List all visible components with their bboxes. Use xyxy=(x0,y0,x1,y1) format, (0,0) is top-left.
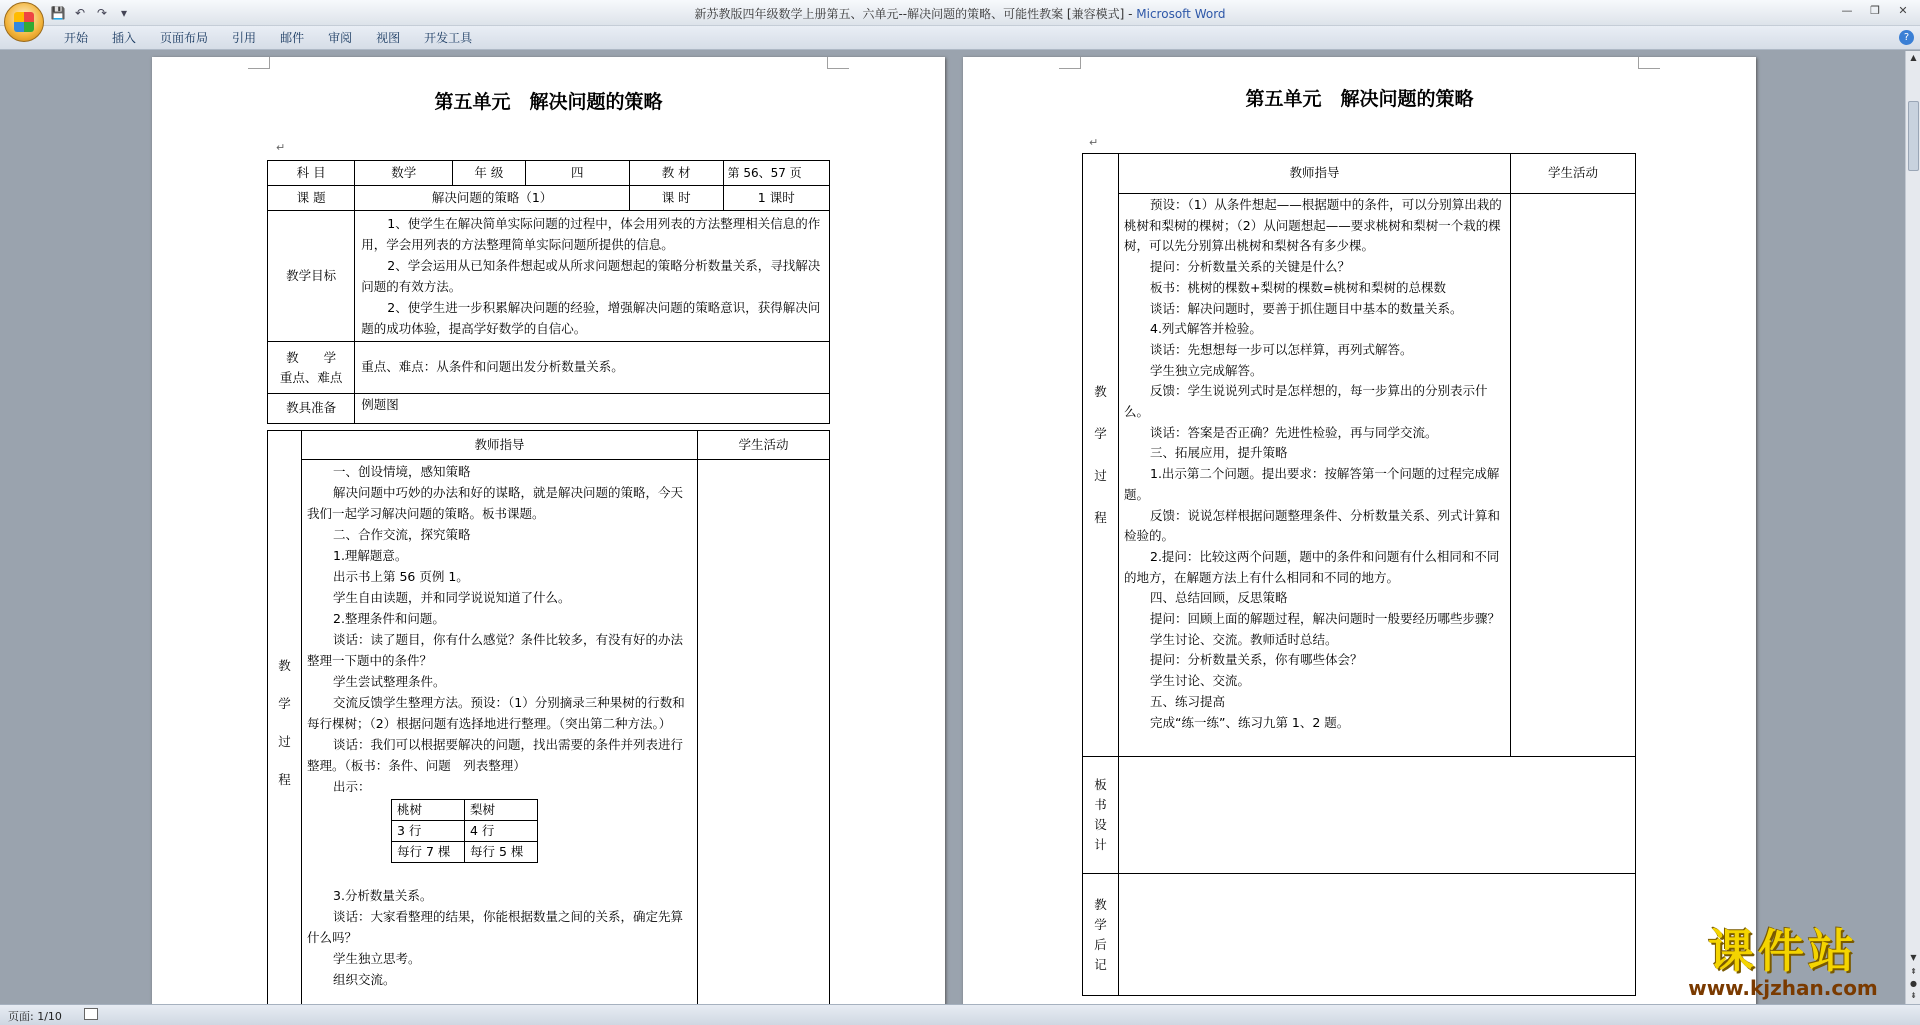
guidance-line: 五、练习提高 xyxy=(1150,693,1226,709)
tab-review[interactable]: 审阅 xyxy=(328,31,353,45)
teacher-column-header: 教师指导 xyxy=(1119,154,1511,194)
tab-mailings[interactable]: 邮件 xyxy=(280,31,305,45)
proofing-icon[interactable] xyxy=(84,1008,98,1020)
guidance-line: 一、创设情境，感知策略 xyxy=(333,464,471,479)
guidance-line: 谈话：我们可以根据要解决的问题，找出需要的条件并列表进行整理。（板书：条件、问题 列表整理） xyxy=(307,737,684,773)
teacher-guidance-cell xyxy=(1119,194,1511,757)
guidance-line: 预设：（1）从条件想起——根据题中的条件，可以分别算出栽的桃树和梨树的棵树；（2）从问题想起——要求桃树和梨树一个栽的棵树，可以先分别算出桃树和梨树各有多少棵。 xyxy=(1124,197,1502,254)
ribbon-tabs xyxy=(52,30,484,46)
board-design-cell xyxy=(1119,757,1636,874)
tab-references[interactable]: 引用 xyxy=(232,31,257,45)
select-browse-icon[interactable]: ● xyxy=(1910,979,1917,988)
goal-item: 2、学会运用从已知条件想起或从所求问题想起的策略分析数量关系，寻找解决问题的有效方法。 xyxy=(361,258,821,294)
subject-value: 数学 xyxy=(355,161,453,186)
window-title xyxy=(0,5,1920,22)
grade-label: 年 级 xyxy=(453,161,525,186)
textbook-value: 第 56、57 页 xyxy=(723,161,829,186)
watermark-logo xyxy=(1663,925,1903,1005)
goal-item: 2、使学生进一步积累解决问题的经验，增强解决问题的策略意识，获得解决问题的成功体验，提高学好数学的自信心。 xyxy=(361,300,821,336)
student-activity-cell xyxy=(1511,194,1636,757)
hours-value: 1 课时 xyxy=(723,186,829,211)
guidance-line: 四、总结回顾，反思策略 xyxy=(1150,590,1288,606)
goals-cell xyxy=(355,211,830,342)
guidance-line: 解决问题中巧妙的办法和好的谋略，就是解决问题的策略，今天我们一起学习解决问题的策略。板书课题。 xyxy=(307,485,684,521)
guidance-line: 1.理解题意。 xyxy=(333,548,408,563)
next-page-icon[interactable]: ⇟ xyxy=(1910,991,1917,1000)
board-label-chars xyxy=(1094,775,1108,855)
ribbon xyxy=(0,26,1920,50)
grade-value: 四 xyxy=(525,161,629,186)
guidance-line: 学生讨论、交流。 xyxy=(1150,673,1251,689)
vertical-scrollbar[interactable] xyxy=(1905,51,1920,1004)
margin-corner xyxy=(248,57,270,69)
guidance-line: 提问：回顾上面的解题过程，解决问题时一般要经历哪些步骤？ xyxy=(1150,611,1501,627)
prep-value: 例题图 xyxy=(355,394,830,424)
app-name: Microsoft Word xyxy=(1136,7,1226,21)
board-design-label xyxy=(1083,757,1119,874)
keypoints-label xyxy=(268,342,355,394)
hours-label: 课 时 xyxy=(629,186,723,211)
reflection-label-char: 后 xyxy=(1094,936,1107,952)
process-label-char: 过 xyxy=(1094,468,1107,483)
watermark-brand: 课件站 xyxy=(1708,924,1858,978)
teacher-guidance-cell xyxy=(302,460,698,1005)
guidance-line: 二、合作交流，探究策略 xyxy=(333,527,471,542)
process-label-char: 教 xyxy=(278,658,291,673)
scroll-up-icon[interactable]: ▲ xyxy=(1910,53,1917,62)
guidance-line: 1.出示第二个问题。提出要求：按解答第一个问题的过程完成解题。 xyxy=(1124,466,1500,502)
undo-icon[interactable]: ↶ xyxy=(74,6,86,20)
window-controls xyxy=(1834,2,1916,20)
guidance-line: 3.分析数量关系。 xyxy=(333,888,433,903)
guidance-line: 2.整理条件和问题。 xyxy=(333,611,445,626)
tab-page-layout[interactable]: 页面布局 xyxy=(160,31,209,45)
process-label-chars xyxy=(278,647,292,799)
process-label-char: 学 xyxy=(1094,426,1107,441)
mini-cell: 每行 5 棵 xyxy=(465,842,538,863)
reflection-label-char: 记 xyxy=(1094,956,1107,972)
process-label-char: 程 xyxy=(278,772,291,787)
guidance-line: 谈话：解决问题时，要善于抓住题目中基本的数量关系。 xyxy=(1150,300,1463,316)
paragraph-mark: ↵ xyxy=(1089,136,1099,149)
document-workspace[interactable] xyxy=(0,51,1905,1004)
guidance-line: 出示书上第 56 页例 1。 xyxy=(333,569,469,584)
guidance-line: 交流反馈学生整理方法。预设：（1）分别摘录三种果树的行数和每行棵树；（2）根据问题有选择地进行整理。（突出第二种方法。） xyxy=(307,695,685,731)
guidance-line: 完成“练一练”、练习九第 1、2 题。 xyxy=(1150,714,1350,730)
paragraph-mark: ↵ xyxy=(276,141,286,154)
office-logo-icon xyxy=(14,12,34,32)
office-button[interactable] xyxy=(4,2,44,42)
status-bar xyxy=(0,1004,1920,1025)
prev-page-icon[interactable]: ⇞ xyxy=(1910,967,1917,976)
process-label-char: 过 xyxy=(278,734,291,749)
process-label-char: 教 xyxy=(1094,384,1107,399)
page-1[interactable] xyxy=(152,57,945,1004)
guidance-line: 组织交流。 xyxy=(333,972,396,987)
guidance-line: 谈话：答案是否正确？先进性检验，再与同学交流。 xyxy=(1150,424,1438,440)
mini-cell: 桃树 xyxy=(392,800,465,821)
scroll-down-icon[interactable]: ▼ xyxy=(1910,953,1917,962)
guidance-line: 学生自由读题，并和同学说说知道了什么。 xyxy=(333,590,571,605)
guidance-line: 谈话：读了题目，你有什么感觉？条件比较多，有没有好的办法整理一下题中的条件？ xyxy=(307,632,684,668)
reflection-label xyxy=(1083,874,1119,996)
save-icon[interactable]: 💾 xyxy=(50,6,66,20)
reflection-label-char: 学 xyxy=(1094,916,1107,932)
process-table xyxy=(267,430,830,1004)
tab-insert[interactable]: 插入 xyxy=(112,31,137,45)
prep-label: 教具准备 xyxy=(268,394,355,424)
goal-item: 1、使学生在解决简单实际问题的过程中，体会用列表的方法整理相关信息的作用，学会用列表的方法整理简单实际问题所提供的信息。 xyxy=(361,216,821,252)
student-activity-cell xyxy=(698,460,830,1005)
page-title: 第五单元 解决问题的策略 xyxy=(1245,88,1474,110)
document-title: 新苏教版四年级数学上册第五、六单元--解决问题的策略、可能性教案 [兼容模式] - xyxy=(694,7,1137,21)
guidance-line: 4.列式解答并检验。 xyxy=(1150,321,1262,337)
page-indicator[interactable]: 页面: 1/10 xyxy=(8,1010,62,1023)
redo-icon[interactable]: ↷ xyxy=(96,6,108,20)
teacher-column-header: 教师指导 xyxy=(302,431,698,460)
goals-label: 教学目标 xyxy=(268,211,355,342)
customize-qat-icon[interactable]: ▾ xyxy=(120,6,128,20)
guidance-line: 板书：桃树的棵数+梨树的棵数=桃树和梨树的总棵数 xyxy=(1150,279,1446,295)
keypoints-label-line: 重点、难点 xyxy=(279,369,343,385)
lesson-header-table xyxy=(267,160,830,424)
process-label-char: 学 xyxy=(278,696,291,711)
guidance-line: 学生尝试整理条件。 xyxy=(333,674,446,689)
guidance-line: 出示： xyxy=(333,779,371,794)
reflection-label-char: 教 xyxy=(1094,896,1107,912)
reflection-label-chars xyxy=(1094,895,1108,975)
mini-cell: 每行 7 棵 xyxy=(392,842,465,863)
keypoints-label-line: 教 学 xyxy=(286,349,337,365)
guidance-line: 反馈：学生说说列式时是怎样想的，每一步算出的分别表示什么。 xyxy=(1124,383,1488,420)
mini-cell: 4 行 xyxy=(465,821,538,842)
student-column-header: 学生活动 xyxy=(1511,154,1636,194)
mini-cell: 梨树 xyxy=(465,800,538,821)
guidance-line: 反馈：说说怎样根据问题整理条件、分析数量关系、列式计算和检验的。 xyxy=(1124,507,1501,544)
mini-cell: 3 行 xyxy=(392,821,465,842)
reflection-cell xyxy=(1119,874,1636,996)
board-label-char: 板 xyxy=(1094,777,1107,792)
process-table-continued xyxy=(1082,153,1636,996)
tab-home[interactable]: 开始 xyxy=(64,31,89,45)
scrollbar-thumb[interactable] xyxy=(1908,101,1919,171)
guidance-line: 2.提问：比较这两个问题，题中的条件和问题有什么相同和不同的地方，在解题方法上有什么相同和不同的地方。 xyxy=(1124,548,1500,585)
watermark-url: www.kjzhan.com xyxy=(1688,976,1878,1000)
process-label-chars xyxy=(1094,371,1108,539)
board-label-char: 书 xyxy=(1094,797,1107,812)
guidance-line: 谈话：先想想每一步可以怎样算，再列式解答。 xyxy=(1150,341,1413,357)
maximize-icon[interactable]: ❐ xyxy=(1870,4,1880,17)
student-column-header: 学生活动 xyxy=(698,431,830,460)
margin-corner xyxy=(1638,57,1660,69)
margin-corner xyxy=(1059,57,1081,69)
guidance-line: 谈话：大家看整理的结果，你能根据数量之间的关系，确定先算什么吗？ xyxy=(307,909,684,945)
minimize-icon[interactable]: — xyxy=(1841,4,1853,17)
guidance-line: 提问：分析数量关系的关键是什么？ xyxy=(1150,259,1351,275)
guidance-line: 学生独立思考。 xyxy=(333,951,421,966)
process-side-label xyxy=(1083,154,1119,757)
tree-data-table xyxy=(391,799,538,863)
subject-label: 科 目 xyxy=(268,161,355,186)
tab-view[interactable]: 视图 xyxy=(376,31,401,45)
process-side-label xyxy=(268,431,302,1005)
board-label-char: 设 xyxy=(1094,817,1107,832)
lesson-value: 解决问题的策略（1） xyxy=(355,186,630,211)
guidance-line: 学生讨论、交流。教师适时总结。 xyxy=(1150,631,1338,647)
board-label-char: 计 xyxy=(1094,837,1107,852)
page-title: 第五单元 解决问题的策略 xyxy=(434,91,663,113)
title-bar xyxy=(0,0,1920,26)
lesson-label: 课 题 xyxy=(268,186,355,211)
guidance-line: 提问：分析数量关系，你有哪些体会？ xyxy=(1150,652,1363,668)
process-label-char: 程 xyxy=(1094,510,1107,525)
margin-corner xyxy=(827,57,849,69)
tab-developer[interactable]: 开发工具 xyxy=(424,31,473,45)
textbook-label: 教 材 xyxy=(629,161,723,186)
close-icon[interactable]: ✕ xyxy=(1898,4,1908,17)
keypoints-value: 重点、难点：从条件和问题出发分析数量关系。 xyxy=(355,342,830,394)
guidance-line: 三、拓展应用，提升策略 xyxy=(1150,445,1288,461)
page-2[interactable] xyxy=(963,57,1756,1004)
help-icon[interactable]: ? xyxy=(1899,30,1914,45)
guidance-line: 学生独立完成解答。 xyxy=(1150,362,1263,378)
